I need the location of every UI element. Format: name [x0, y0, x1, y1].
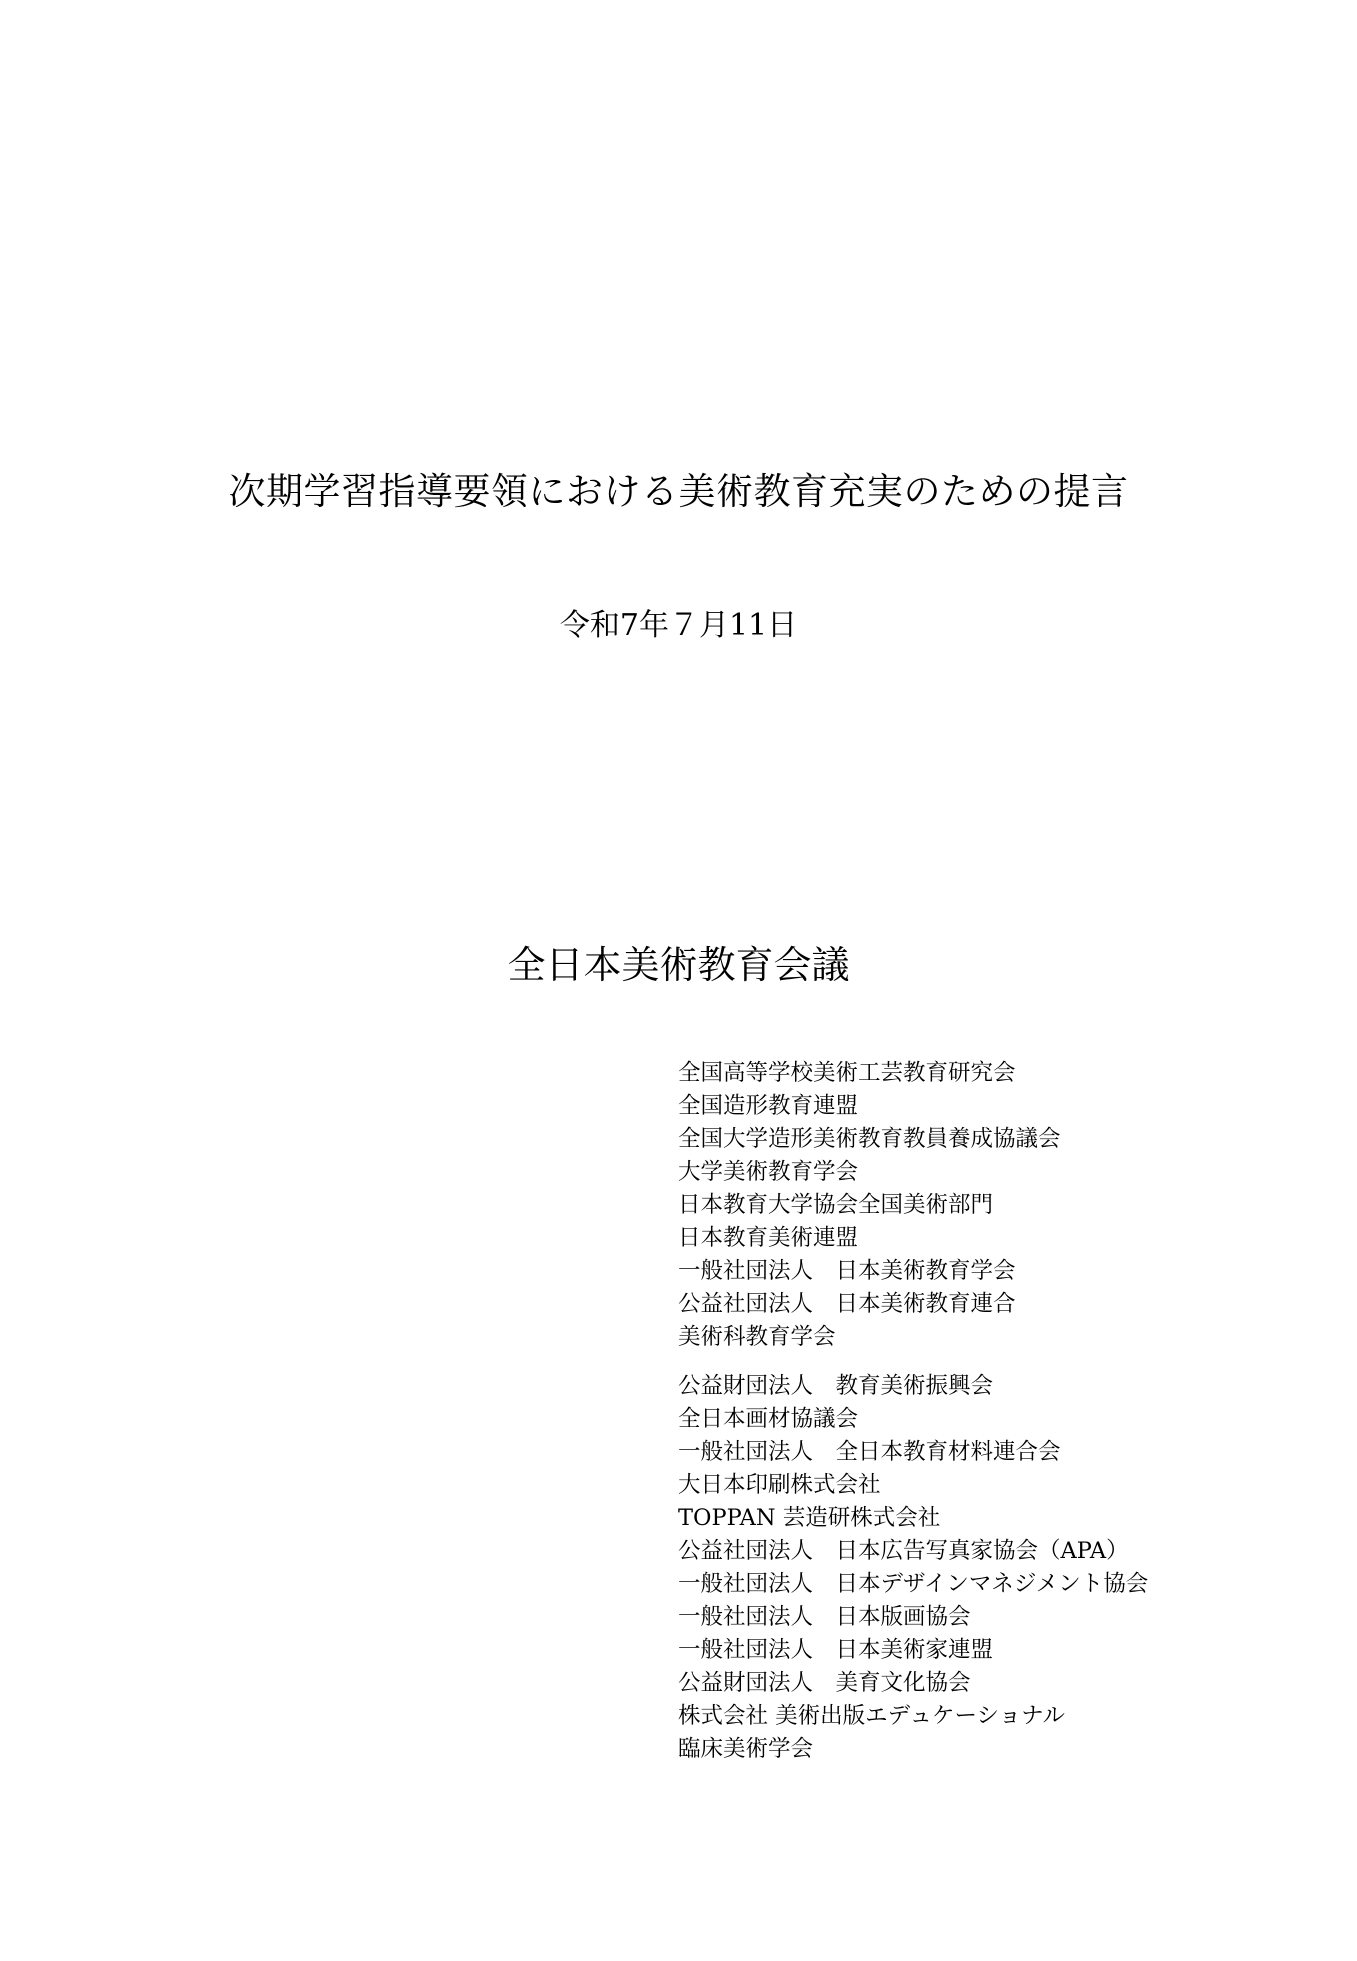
list-item: 全国造形教育連盟: [678, 1093, 859, 1119]
organization-name: 全日本美術教育会議: [507, 943, 850, 987]
list-item: 臨床美術学会: [678, 1736, 814, 1762]
list-item: 一般社団法人 全日本教育材料連合会: [678, 1439, 1061, 1465]
list-item: 日本教育大学協会全国美術部門: [678, 1192, 994, 1218]
list-item: TOPPAN 芸造研株式会社: [678, 1505, 941, 1531]
list-item: 美術科教育学会: [678, 1324, 836, 1350]
list-item: 一般社団法人 日本美術家連盟: [678, 1637, 994, 1663]
list-item: 公益財団法人 教育美術振興会: [678, 1373, 994, 1399]
list-item: 公益社団法人 日本広告写真家協会（APA）: [678, 1538, 1129, 1564]
list-item: 一般社団法人 日本美術教育学会: [678, 1258, 1016, 1284]
list-item: 全日本画材協議会: [678, 1406, 859, 1432]
document-title: 次期学習指導要領における美術教育充実のための提言: [228, 470, 1129, 513]
list-item: 日本教育美術連盟: [678, 1225, 859, 1251]
list-item: 株式会社 美術出版エデュケーショナル: [678, 1703, 1065, 1729]
list-item: 大学美術教育学会: [678, 1159, 859, 1185]
list-item: 大日本印刷株式会社: [678, 1472, 881, 1498]
list-item: 一般社団法人 日本デザインマネジメント協会: [678, 1571, 1149, 1597]
list-item: 公益社団法人 日本美術教育連合: [678, 1291, 1016, 1317]
list-item: 一般社団法人 日本版画協会: [678, 1604, 971, 1630]
document-date: 令和7年７月11日: [559, 608, 798, 643]
member-list-supporting: [678, 1370, 1148, 1766]
list-item: 公益財団法人 美育文化協会: [678, 1670, 971, 1696]
member-list-education: [678, 1057, 1061, 1354]
list-item: 全国大学造形美術教育教員養成協議会: [678, 1126, 1061, 1152]
list-item: 全国高等学校美術工芸教育研究会: [678, 1060, 1016, 1086]
